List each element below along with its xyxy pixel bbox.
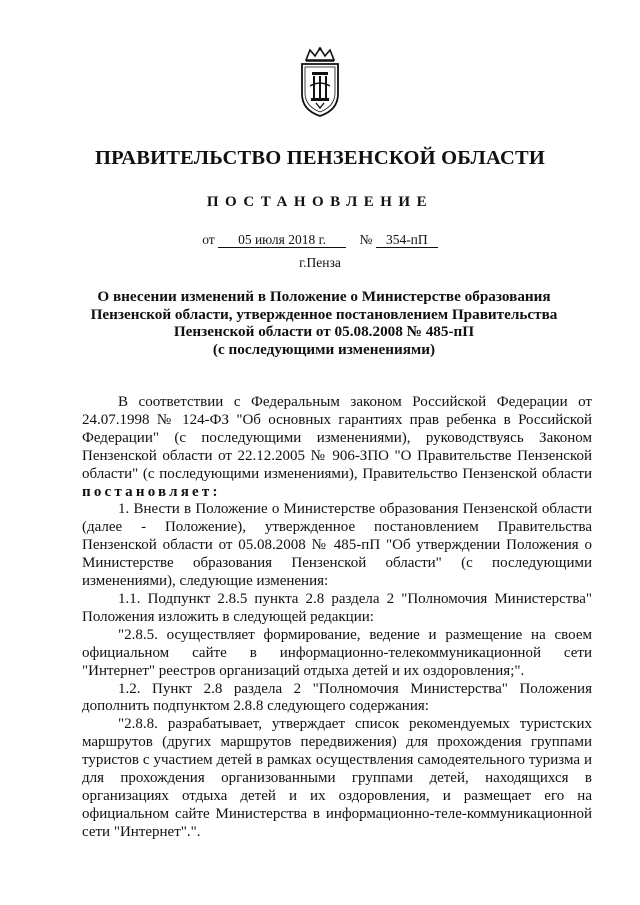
item-1-2-paragraph: 1.2. Пункт 2.8 раздела 2 "Полномочия Министерства" Положения дополнить подпунктом 2.8.8 следующего содержания: — [82, 680, 592, 715]
subject-line: О внесении изменений в Положение о Министерстве образования — [97, 288, 551, 305]
number-sign: № — [359, 232, 373, 247]
quote-2-8-5-paragraph: "2.8.5. осуществляет формирование, ведение и размещение на своем официальном сайте в информационно-телекоммуникационной сети "Интернет" реестров организаций отдыха детей и их оздоровления;". — [82, 626, 592, 679]
subject-line: Пензенской области от 05.08.2008 № 485-пП — [173, 323, 475, 341]
decree-date: 05 июля 2018 г. — [218, 232, 346, 248]
preamble-paragraph — [82, 394, 592, 501]
item-1-1-paragraph: 1.1. Подпункт 2.8.5 пункта 2.8 раздела 2 "Полномочия Министерства" Положения изложить в следующей редакции: — [82, 590, 592, 625]
item-1-paragraph: 1. Внести в Положение о Министерстве образования Пензенской области (далее - Положение), утвержденное постановлением Правительства Пензенской области от 05.08.2008 № 485-пП "Об утверждении Положения о Министерстве образования Пензенской области" (с последующими изменениями), следующие изменения: — [82, 501, 592, 590]
subject-line: (с последующими изменениями) — [212, 340, 436, 358]
subject-line: Пензенской области, утвержденное постановлением Правительства — [90, 305, 558, 323]
document-type: ПОСТАНОВЛЕНИЕ — [206, 194, 434, 210]
date-prefix: от — [202, 232, 215, 247]
decree-body — [82, 394, 592, 842]
date-number-line — [0, 232, 640, 248]
decree-number: 354-пП — [376, 232, 438, 248]
penza-coat-of-arms-icon — [296, 46, 344, 118]
decree-subject — [82, 288, 566, 358]
resolves-keyword: постановляет: — [82, 483, 221, 500]
city: г.Пенза — [299, 255, 341, 270]
quote-2-8-8-paragraph: "2.8.8. разрабатывает, утверждает список рекомендуемых туристских маршрутов (других маршрутов передвижения) для прохождения группами туристов с участием детей в рамках осуществления самодеятельного туризма и для прохождения организованными группами детей, находящихся в организациях отдыха детей и их оздоровления, и размещает его на официальном сайте Министерства в информационно-теле-коммуникационной сети "Интернет".". — [82, 716, 592, 840]
government-title: ПРАВИТЕЛЬСТВО ПЕНЗЕНСКОЙ ОБЛАСТИ — [95, 147, 545, 169]
preamble-text: В соответствии с Федеральным законом Российской Федерации от 24.07.1998 № 124-ФЗ "Об основных гарантиях прав ребенка в Российской Федерации" (с последующими изменениями), руководствуясь Законом Пензенской области от 22.12.2005 № 906-ЗПО "О Правительстве Пензенской области" (с последующими изменениями), Правительство Пензенской области — [82, 394, 592, 482]
